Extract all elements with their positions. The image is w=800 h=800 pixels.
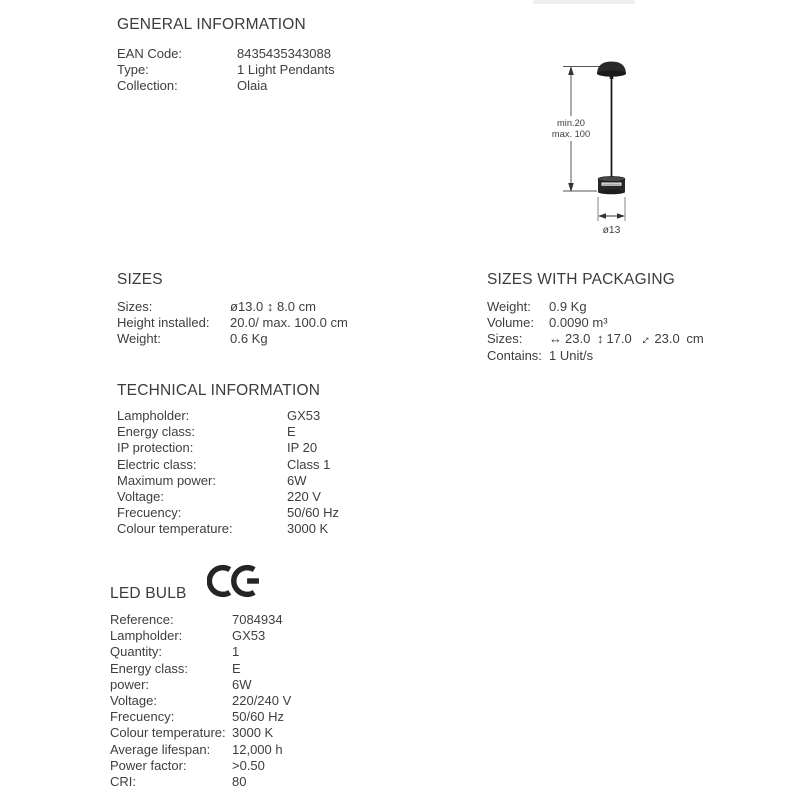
spec-label: Frecuency:: [117, 505, 182, 521]
arrow-right-icon: [617, 213, 625, 218]
arrow-left-icon: [598, 213, 606, 218]
spec-label: Energy class:: [110, 660, 189, 676]
spec-value: E: [287, 424, 296, 440]
spec-value: 20.0/ max. 100.0 cm: [230, 315, 348, 331]
spec-value: GX53: [287, 408, 321, 423]
ce-mark-icon: [207, 562, 263, 600]
table-row: [117, 473, 339, 489]
pack-width: 23.0: [565, 331, 591, 347]
table-row: [117, 440, 339, 456]
spec-value: 8435435343088: [237, 46, 331, 61]
spec-label: Height installed:: [117, 315, 210, 331]
spec-value: 1 Unit/s: [549, 347, 594, 363]
table-row: [110, 758, 291, 774]
table-row: [110, 628, 291, 644]
led-bulb-table: [110, 612, 291, 790]
lamp-top: [598, 176, 625, 181]
general-information-table: [117, 46, 335, 95]
spec-value: 3000 K: [232, 725, 274, 741]
table-row: [117, 331, 348, 347]
spec-label: EAN Code:: [117, 46, 183, 61]
spec-label: Voltage:: [117, 489, 164, 505]
table-row: [117, 521, 339, 537]
table-row: [487, 315, 707, 331]
spec-label: Colour temperature:: [110, 725, 226, 741]
spec-label: Voltage:: [110, 693, 157, 709]
table-row: [487, 299, 707, 315]
table-row: [110, 725, 291, 741]
sizes-table: [117, 299, 348, 348]
height-max-label: max. 100: [551, 129, 591, 139]
spec-value: 50/60 Hz: [232, 709, 285, 725]
depth-arrow-icon: ↔: [634, 329, 655, 349]
table-row: [117, 62, 335, 78]
table-row: [110, 709, 291, 725]
table-row: [117, 78, 335, 94]
pendant-dimension-drawing: [545, 52, 695, 247]
spec-value: 0.9 Kg: [549, 299, 587, 314]
spec-value: 6W: [287, 472, 307, 488]
table-row: [110, 742, 291, 758]
spec-label: Collection:: [117, 78, 178, 94]
spec-label: Maximum power:: [117, 472, 216, 488]
pack-unit: cm: [686, 331, 704, 347]
spec-label: Weight:: [487, 299, 531, 314]
spec-label: Contains:: [487, 347, 542, 363]
section-title-led-bulb: LED BULB: [110, 585, 187, 602]
lamp-bottom: [598, 190, 625, 195]
spec-value: 0.6 Kg: [230, 331, 268, 347]
spec-value: 220 V: [287, 489, 321, 505]
spec-value: 12,000 h: [232, 741, 283, 757]
spec-label: Sizes:: [117, 299, 153, 314]
spec-label: Volume:: [487, 315, 534, 331]
table-row: [117, 299, 348, 315]
section-title-sizes: SIZES: [117, 271, 163, 288]
spec-value: GX53: [232, 628, 266, 644]
table-row: [117, 46, 335, 62]
arrow-up-icon: [568, 66, 574, 75]
spec-label: Reference:: [110, 612, 174, 627]
spec-value: 220/240 V: [232, 693, 292, 709]
pack-height: 17.0: [606, 331, 632, 347]
packaging-table: [487, 299, 707, 364]
height-arrow-icon: ↕: [596, 331, 604, 347]
spec-label: Lampholder:: [117, 408, 190, 423]
table-row: [117, 424, 339, 440]
spec-value: Olaia: [237, 78, 268, 94]
table-row: [110, 677, 291, 693]
cropped-image-artifact: [533, 0, 635, 4]
ce-letter-c: [209, 568, 229, 595]
packaging-sizes-value: [549, 331, 707, 347]
spec-value: 6W: [232, 676, 252, 692]
height-min-label: min.20: [557, 118, 585, 128]
table-row: [110, 612, 291, 628]
width-arrow-icon: ↔: [549, 331, 562, 347]
table-row: [110, 661, 291, 677]
spec-label: Frecuency:: [110, 709, 175, 725]
diameter-label: ø13: [602, 225, 621, 236]
spec-value: 3000 K: [287, 521, 329, 537]
table-row: [487, 348, 707, 364]
pack-depth: 23.0: [654, 331, 680, 347]
spec-value: E: [232, 660, 241, 676]
spec-label: Weight:: [117, 331, 161, 347]
spec-value: >0.50: [232, 757, 265, 773]
spec-value: 7084934: [232, 612, 283, 627]
spec-label: Lampholder:: [110, 628, 183, 644]
section-title-technical-information: TECHNICAL INFORMATION: [117, 382, 321, 399]
table-row: [117, 457, 339, 473]
section-title-general-information: GENERAL INFORMATION: [117, 16, 306, 33]
spec-label: CRI:: [110, 774, 136, 790]
spec-label: Average lifespan:: [110, 741, 211, 757]
spec-label: Sizes:: [487, 331, 523, 347]
table-row: [117, 408, 339, 424]
table-row: [117, 315, 348, 331]
spec-label: Energy class:: [117, 424, 196, 440]
spec-label: Electric class:: [117, 456, 197, 472]
table-row: [117, 489, 339, 505]
technical-table: [117, 408, 339, 538]
spec-value: 50/60 Hz: [287, 505, 340, 521]
spec-value: ø13.0 ↕ 8.0 cm: [230, 299, 316, 314]
spec-label: power:: [110, 676, 150, 692]
table-row: [110, 693, 291, 709]
spec-label: Power factor:: [110, 757, 187, 773]
table-row: [110, 644, 291, 660]
table-row: [487, 331, 707, 347]
spec-value: Class 1: [287, 456, 331, 472]
spec-value: 1 Light Pendants: [237, 62, 335, 78]
spec-value: 80: [232, 774, 247, 790]
spec-label: IP protection:: [117, 440, 194, 456]
table-row: [117, 505, 339, 521]
spec-value: 0.0090 m³: [549, 315, 608, 331]
spec-label: Type:: [117, 62, 149, 78]
spec-label: Quantity:: [110, 644, 163, 660]
spec-value: 1: [232, 644, 240, 660]
table-row: [110, 774, 291, 790]
section-title-sizes-with-packaging: SIZES WITH PACKAGING: [487, 271, 676, 288]
spec-value: IP 20: [287, 440, 318, 456]
spec-label: Colour temperature:: [117, 521, 233, 537]
